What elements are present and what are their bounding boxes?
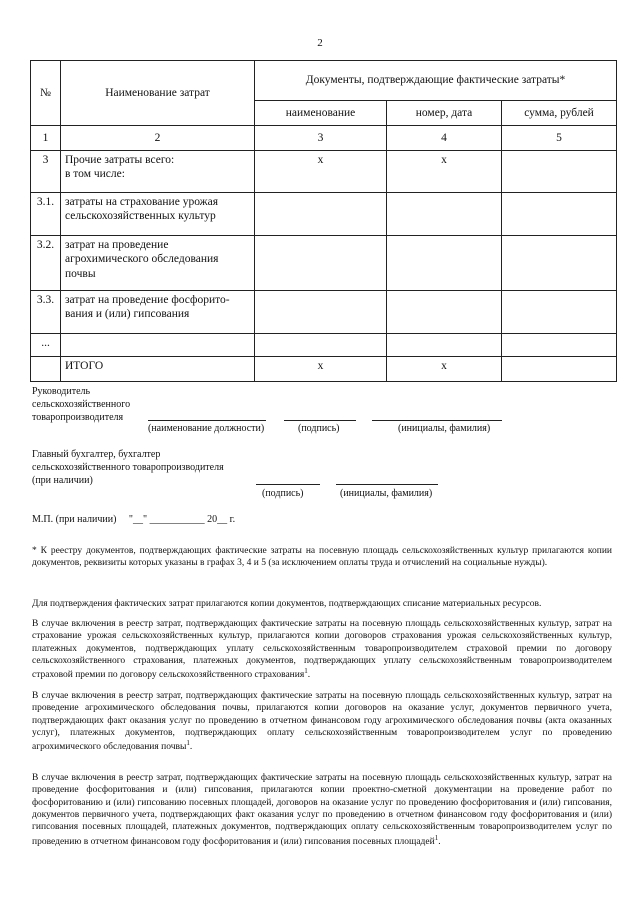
- header-docs: Документы, подтверждающие фактические затраты*: [255, 61, 617, 101]
- row-num: [31, 357, 61, 382]
- row-doc-number: [387, 236, 502, 291]
- row-name: затрат на проведение фосфорито-вания и (или) гипсования: [61, 291, 255, 334]
- row-doc-sum: [502, 193, 617, 236]
- row-doc-number: [387, 334, 502, 357]
- signature-line: [284, 420, 356, 421]
- header-doc-number: номер, дата: [387, 101, 502, 126]
- row-name: [61, 334, 255, 357]
- row-doc-name: x: [255, 151, 387, 193]
- index-cell: 4: [387, 126, 502, 151]
- caption-signature: (подпись): [298, 423, 340, 434]
- initials-line: [372, 420, 502, 421]
- row-doc-sum: [502, 236, 617, 291]
- caption-position: (наименование должности): [148, 423, 265, 434]
- table-row-total: [31, 357, 617, 382]
- row-name: Прочие затраты всего: в том числе:: [61, 151, 255, 193]
- row-doc-sum: [502, 151, 617, 193]
- row-num: 3.2.: [31, 236, 61, 291]
- head-signature-label: Руководитель сельскохозяйственного товаропроизводителя: [32, 386, 131, 423]
- table-row: [31, 334, 617, 357]
- note-paragraph: В случае включения в реестр затрат, подтверждающих фактические затраты на посевную площадь сельскохозяйственных культур, затрат на проведение фосфоритования и (или) гипсования, прилагаются копии проектно-сметной документации на проведение работ по фосфоритованию и (или) гипсованию посевных площадей, договоров на оказание услуг по проведению фосфоритования и (или) гипсования, документов первичного учета, подтверждающих факт оказания услуг по проведению в отчетном финансовом году фосфоритования и (или) гипсования посевных площадей, платежных документов, подтверждающих оплату сельскохозяйственным товаропроизводителем услуг по проведению в отчетном финансовом году фосфоритования и (или) гипсования посевных площадей$^1$.: [32, 773, 612, 847]
- row-doc-name: [255, 334, 387, 357]
- index-cell: 5: [502, 126, 617, 151]
- acc-caption-signature: (подпись): [262, 488, 304, 499]
- index-cell: 1: [31, 126, 61, 151]
- row-doc-name: x: [255, 357, 387, 382]
- note-paragraph: В случае включения в реестр затрат, подтверждающих фактические затраты на посевную площадь сельскохозяйственных культур, затрат на страхование урожая сельскохозяйственных культур, прилагаются копии договоров страхования урожая сельскохозяйственных культур, платежных документов, подтверждающих уплату сельскохозяйственным товаропроизводителем страховой премии по договору сельскохозяйственного страхования, платежных документов, подтверждающих уплату сельскохозяйственным товаропроизводителем страховой премии по договору сельскохозяйственного страхования$^1$.: [32, 619, 612, 681]
- header-num: №: [31, 61, 61, 126]
- acc-caption-initials: (инициалы, фамилия): [340, 488, 433, 499]
- row-name: затрат на проведение агрохимического обследования почвы: [61, 236, 255, 291]
- row-doc-number: [387, 193, 502, 236]
- row-num: 3: [31, 151, 61, 193]
- header-doc-sum: сумма, рублей: [502, 101, 617, 126]
- row-doc-number: x: [387, 357, 502, 382]
- table-row: [31, 151, 617, 193]
- row-doc-name: [255, 193, 387, 236]
- row-doc-name: [255, 236, 387, 291]
- table-row: [31, 291, 617, 334]
- position-line: [148, 420, 266, 421]
- header-name: Наименование затрат: [61, 61, 255, 126]
- row-doc-number: x: [387, 151, 502, 193]
- row-num: 3.3.: [31, 291, 61, 334]
- page-number: 2: [317, 37, 323, 49]
- row-doc-sum: [502, 357, 617, 382]
- acc-initials-line: [336, 484, 438, 485]
- index-cell: 2: [61, 126, 255, 151]
- footnote-mark: 1: [434, 833, 439, 842]
- table-row: [31, 193, 617, 236]
- row-num: ...: [31, 334, 61, 357]
- row-name: затраты на страхование урожая сельскохозяйственных культур: [61, 193, 255, 236]
- note-paragraph: В случае включения в реестр затрат, подтверждающих фактические затраты на посевную площадь сельскохозяйственных культур, затрат на проведение агрохимического обследования почвы, прилагаются копии договоров на оказание услуг, документов первичного учета, подтверждающих факт оказания услуг по проведению в отчетном финансовом году агрохимического обследования почвы (акта оказанных услуг), платежных документов, подтверждающих оплату сельскохозяйственным товаропроизводителем услуг по проведению агрохимического обследования почвы$^1$.: [32, 691, 612, 753]
- costs-table: [30, 60, 617, 382]
- row-doc-sum: [502, 291, 617, 334]
- accountant-signature-label: Главный бухгалтер, бухгалтер сельскохозяйственного товаропроизводителя (при наличии): [32, 449, 224, 486]
- caption-initials: (инициалы, фамилия): [398, 423, 491, 434]
- note-paragraph: * К реестру документов, подтверждающих фактические затраты на посевную площадь сельскохозяйственных культур прилагаются копии документов, реквизиты которых указаны в графах 3, 4 и 5 (за исключением оплаты труда и отчислений на социальные нужды).: [32, 546, 612, 569]
- row-num: 3.1.: [31, 193, 61, 236]
- table-row: [31, 236, 617, 291]
- acc-signature-line: [256, 484, 320, 485]
- footnote-mark: 1: [186, 739, 190, 748]
- stamp-date-line: М.П. (при наличии) "__" ___________ 20__ г.: [32, 514, 236, 525]
- note-paragraph: Для подтверждения фактических затрат прилагаются копии документов, подтверждающих списание материальных ресурсов.: [32, 599, 542, 609]
- header-doc-name: наименование: [255, 101, 387, 126]
- row-doc-sum: [502, 334, 617, 357]
- index-cell: 3: [255, 126, 387, 151]
- footnote-mark: 1: [304, 667, 308, 676]
- row-doc-number: [387, 291, 502, 334]
- row-doc-name: [255, 291, 387, 334]
- row-name: ИТОГО: [61, 357, 255, 382]
